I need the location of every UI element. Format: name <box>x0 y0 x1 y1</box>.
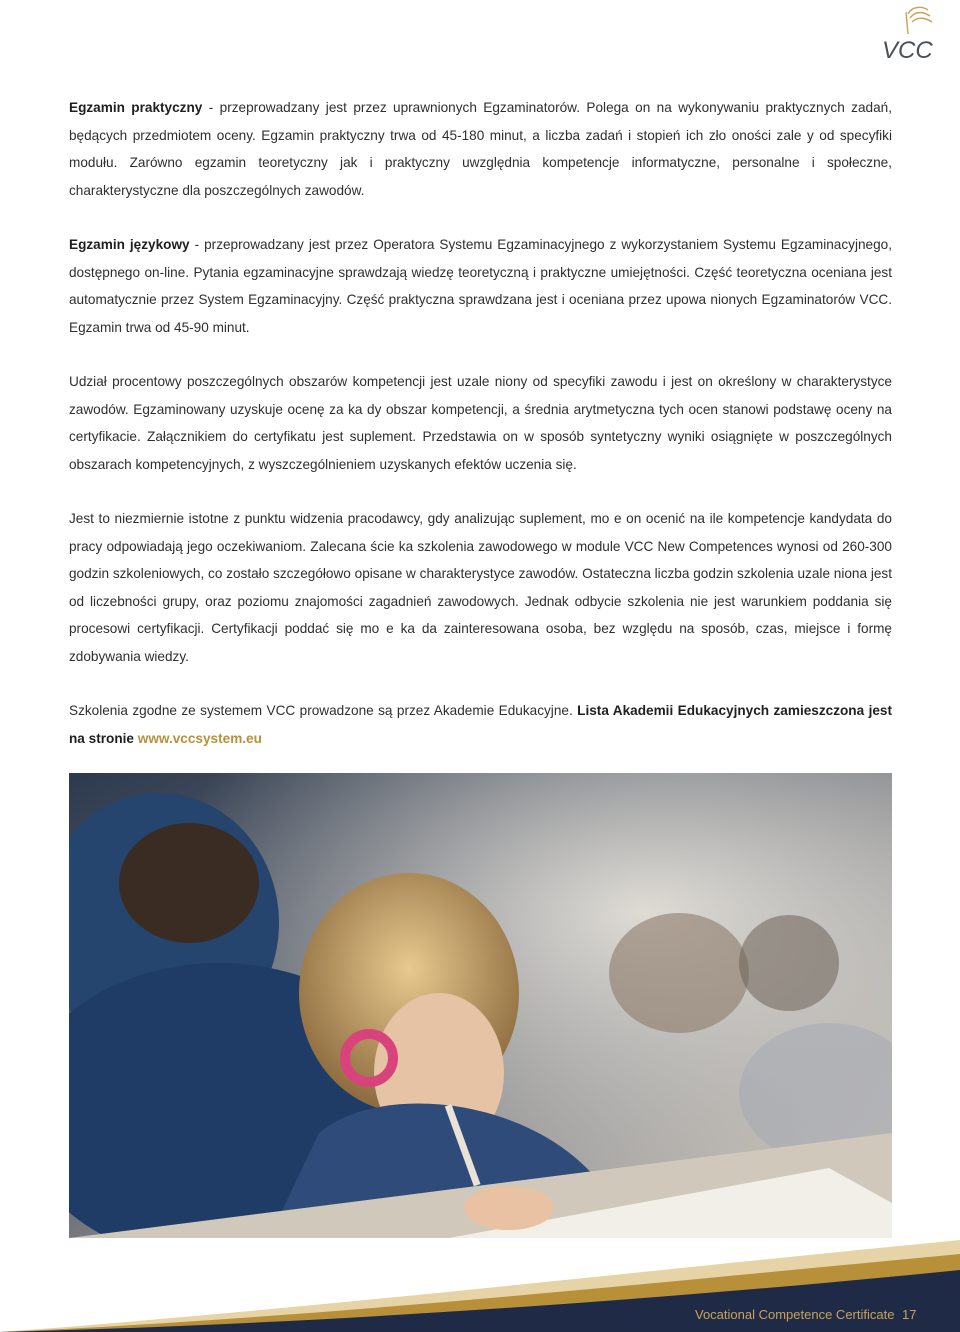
vcc-logo <box>878 4 938 64</box>
paragraph-competence-share: Udział procentowy poszczególnych obszarów kompetencji jest uzale niony od specyfiki zawodu i jest on określony w charakterystyce zawodów. Egzaminowany uzyskuje ocenę za ka dy obszar kompetencji, a średnia arytmetyczna tych ocen stanowi podstawę oceny na certyfikacie. Załącznikiem do certyfikatu jest suplement. Przedstawia on w sposób syntetyczny wyniki osiągnięte w poszczególnych obszarach kompetencyjnych, z wyszczególnieniem uzyskanych efektów uczenia się. <box>69 374 892 472</box>
vccsystem-link[interactable]: www.vccsystem.eu <box>137 730 262 746</box>
paragraph-language-exam <box>69 231 892 341</box>
term-language-exam: Egzamin językowy <box>69 237 190 252</box>
academies-text: Szkolenia zgodne ze systemem VCC prowadzone są przez Akademie Edukacyjne. <box>69 703 578 718</box>
footer-title: Vocational Competence Certificate <box>695 1307 895 1322</box>
students-exam-photo <box>69 773 892 1238</box>
practical-exam-text: - przeprowadzany jest przez uprawnionych Egzaminatorów. Polega on na wykonywaniu praktycznych zadań, będących przedmiotem oceny. Egzamin praktyczny trwa od 45-180 minut, a liczba zadań i stopień ich zło oności zale y od specyfiki modułu. Zarówno egzamin teoretyczny jak i praktyczny uwzględnia kompetencje informatyczne, personalne i społeczne, charakterystyczne dla poszczególnych zawodów. <box>69 100 892 198</box>
term-practical-exam: Egzamin praktyczny <box>69 100 203 115</box>
paragraph-academies <box>69 697 892 752</box>
body-text <box>69 94 892 779</box>
page-number: 17 <box>902 1307 917 1322</box>
logo-text: VCC <box>882 37 933 64</box>
paragraph-employer: Jest to niezmiernie istotne z punktu widzenia pracodawcy, gdy analizując suplement, mo e on ocenić na ile kompetencje kandydata do pracy odpowiadają jego oczekiwaniom. Zalecana ście ka szkolenia zawodowego w module VCC New Competences wynosi od 260-300 godzin szkoleniowych, co zostało szczegółowo opisane w charakterystyce zawodów. Ostateczna liczba godzin szkolenia uzale niona jest od liczebności grupy, oraz poziomu znajomości zagadnień zawodowych. Jednak odbycie szkolenia nie jest warunkiem poddania się procesowi certyfikacji. Certyfikacji poddać się mo e ka da zainteresowana osoba, bez względu na sposób, czas, miejsce i formę zdobywania wiedzy. <box>69 511 892 664</box>
language-exam-text: - przeprowadzany jest przez Operatora Systemu Egzaminacyjnego z wykorzystaniem Systemu Egzaminacyjnego, dostępnego on-line. Pytania egzaminacyjne sprawdzają wiedzę teoretyczną i praktyczne umiejętności. Część teoretyczna oceniana jest automatycznie przez System Egzaminacyjny. Część praktyczna sprawdzana jest i oceniana przez upowa nionych Egzaminatorów VCC. Egzamin trwa od 45-90 minut. <box>69 237 893 335</box>
academies-list-text: Lista Akademii Edukacyjnych zamieszczona jest na stronie <box>69 703 893 746</box>
paragraph-practical-exam <box>69 94 892 204</box>
